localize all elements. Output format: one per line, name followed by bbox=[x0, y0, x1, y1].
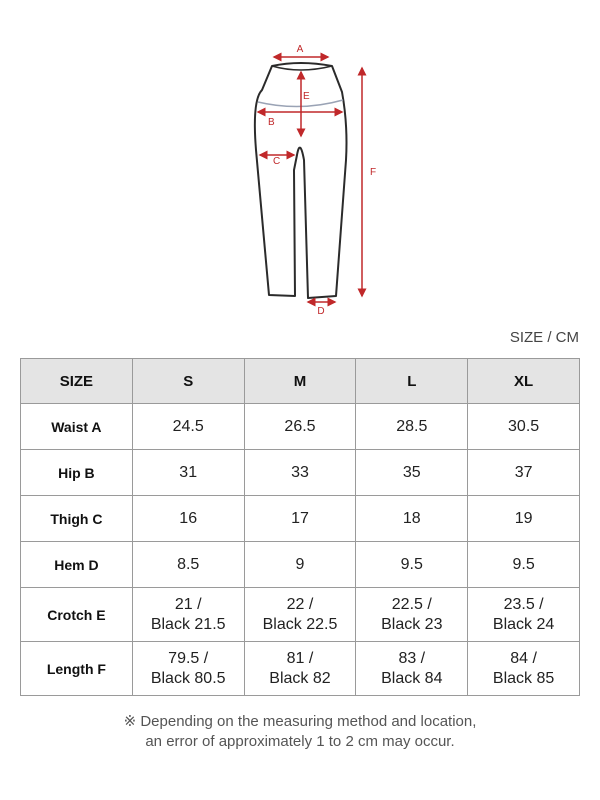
table-cell bbox=[244, 404, 356, 450]
cell-value: Black 84 bbox=[381, 669, 443, 687]
table-cell bbox=[244, 588, 356, 642]
table-row bbox=[21, 450, 580, 496]
cell-value: 17 bbox=[291, 509, 309, 527]
note-line-2: an error of approximately 1 to 2 cm may occur. bbox=[145, 733, 455, 750]
table-cell bbox=[132, 496, 244, 542]
cell-value: 19 bbox=[514, 509, 533, 527]
unit-label: SIZE / CM bbox=[509, 329, 579, 346]
table-row bbox=[21, 404, 580, 450]
cell-value: 16 bbox=[179, 509, 198, 527]
table-cell bbox=[356, 496, 468, 542]
cell-value: 28.5 bbox=[396, 417, 428, 435]
note-line-1: ※ Depending on the measuring method and location, bbox=[123, 713, 477, 730]
cell-value: 24.5 bbox=[172, 417, 204, 435]
header-xl: XL bbox=[468, 359, 580, 404]
cell-value: 18 bbox=[402, 509, 421, 527]
label-c: C bbox=[273, 156, 281, 167]
cell-value: 83 / bbox=[398, 649, 426, 667]
label-e: E bbox=[303, 91, 310, 102]
cell-value: 33 bbox=[291, 463, 309, 481]
table-header-row bbox=[21, 359, 580, 404]
header-size: SIZE bbox=[21, 359, 133, 404]
header-s: S bbox=[132, 359, 244, 404]
table-cell bbox=[132, 404, 244, 450]
table-cell bbox=[468, 588, 580, 642]
table-cell bbox=[468, 450, 580, 496]
cell-value: 79.5 / bbox=[168, 649, 209, 667]
table-row bbox=[21, 588, 580, 642]
cell-value: 22.5 / bbox=[391, 595, 432, 613]
table-cell bbox=[244, 450, 356, 496]
table-cell bbox=[244, 642, 356, 696]
row-label: Hip B bbox=[21, 450, 133, 496]
cell-value: 23.5 / bbox=[503, 595, 544, 613]
measurement-note bbox=[0, 712, 600, 752]
cell-value: Black 21.5 bbox=[150, 615, 226, 633]
cell-value: 22 / bbox=[286, 595, 314, 613]
table-cell bbox=[468, 404, 580, 450]
label-a: A bbox=[296, 44, 304, 55]
size-table bbox=[20, 358, 580, 696]
cell-value: Black 23 bbox=[381, 615, 443, 633]
row-label: Crotch E bbox=[21, 588, 133, 642]
cell-value: Black 22.5 bbox=[262, 615, 338, 633]
label-b: B bbox=[268, 117, 275, 128]
row-label: Length F bbox=[21, 642, 133, 696]
cell-value: 31 bbox=[179, 463, 198, 481]
table-cell bbox=[356, 588, 468, 642]
table-cell bbox=[356, 542, 468, 588]
cell-value: 8.5 bbox=[177, 555, 200, 573]
cell-value: 9.5 bbox=[400, 555, 423, 573]
leggings-measurement-diagram bbox=[0, 0, 600, 330]
cell-value: 21 / bbox=[174, 595, 202, 613]
label-f: F bbox=[370, 167, 377, 178]
cell-value: 35 bbox=[402, 463, 421, 481]
table-row bbox=[21, 642, 580, 696]
row-label: Hem D bbox=[21, 542, 133, 588]
header-l: L bbox=[356, 359, 468, 404]
table-cell bbox=[356, 642, 468, 696]
table-cell bbox=[244, 542, 356, 588]
cell-value: 9 bbox=[295, 555, 305, 573]
table-cell bbox=[132, 542, 244, 588]
cell-value: 30.5 bbox=[508, 417, 540, 435]
table-cell bbox=[356, 404, 468, 450]
table-cell bbox=[468, 542, 580, 588]
header-m: M bbox=[244, 359, 356, 404]
cell-value: Black 24 bbox=[492, 615, 555, 633]
table-cell bbox=[132, 450, 244, 496]
table-cell bbox=[468, 642, 580, 696]
cell-value: 26.5 bbox=[284, 417, 316, 435]
cell-value: 37 bbox=[514, 463, 533, 481]
table-row bbox=[21, 496, 580, 542]
table-cell bbox=[356, 450, 468, 496]
table-cell bbox=[244, 496, 356, 542]
cell-value: 84 / bbox=[510, 649, 537, 667]
table-row bbox=[21, 542, 580, 588]
label-d: D bbox=[317, 306, 325, 317]
row-label: Waist A bbox=[21, 404, 133, 450]
row-label: Thigh C bbox=[21, 496, 133, 542]
table-cell bbox=[468, 496, 580, 542]
cell-value: Black 82 bbox=[269, 669, 331, 687]
cell-value: 9.5 bbox=[512, 555, 535, 573]
table-cell bbox=[132, 642, 244, 696]
cell-value: 81 / bbox=[286, 649, 314, 667]
table-cell bbox=[132, 588, 244, 642]
cell-value: Black 85 bbox=[492, 669, 555, 687]
cell-value: Black 80.5 bbox=[150, 669, 226, 687]
